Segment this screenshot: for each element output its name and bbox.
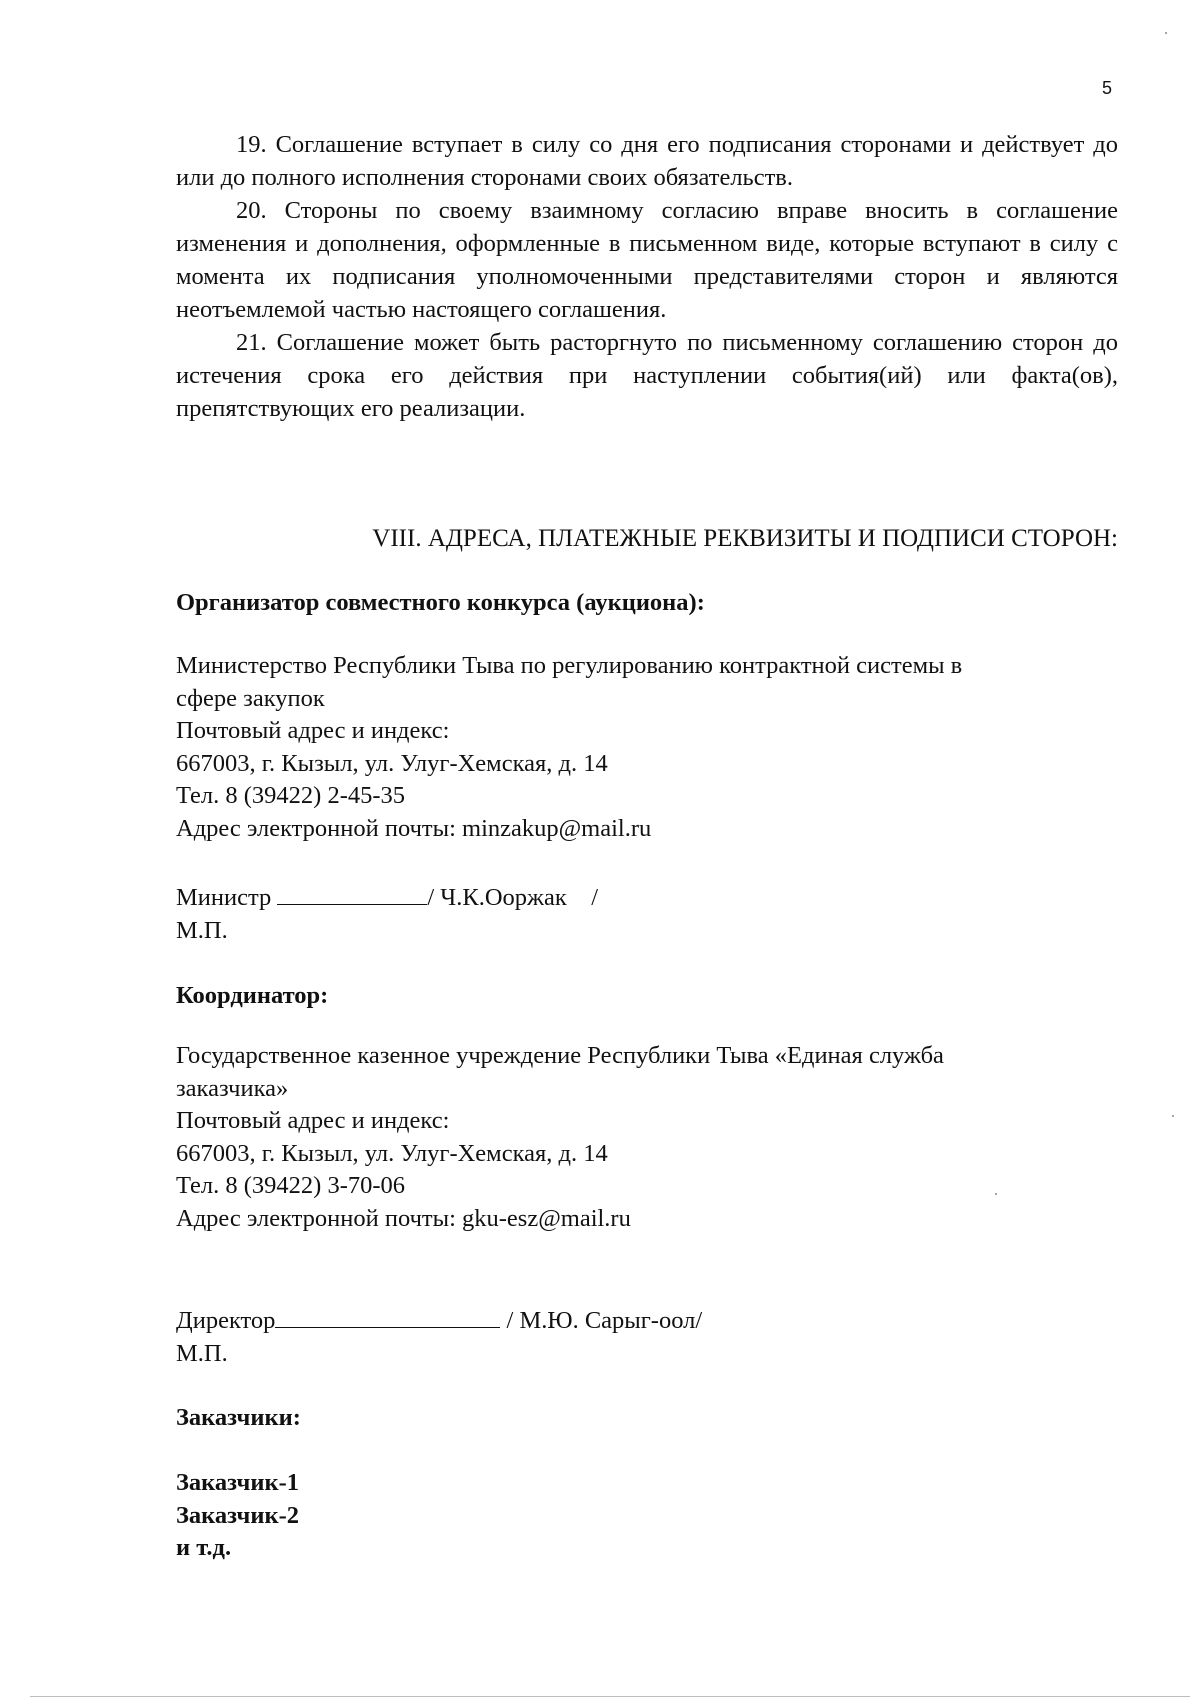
- coordinator-signer-name: / М.Ю. Сарыг-оол/: [506, 1307, 703, 1334]
- organizer-signer-title: Министр: [176, 884, 272, 911]
- coordinator-phone: Тел. 8 (39422) 3-70-06: [176, 1172, 406, 1199]
- scan-edge-line: [30, 1696, 1190, 1697]
- coordinator-email: Адрес электронной почты: gku-esz@mail.ru: [176, 1204, 631, 1232]
- section-title: VIII. АДРЕСА, ПЛАТЕЖНЫЕ РЕКВИЗИТЫ И ПОДПИСИ СТОРОН:: [372, 525, 1118, 552]
- clause-21: 21. Соглашение может быть расторгнуто по письменному соглашению сторон до истечения срока его действия при наступлении события(ий) или факта(ов), препятствующих его реализации.: [176, 329, 1118, 422]
- customers-heading-block: [176, 1402, 1136, 1435]
- customers-list: [176, 1467, 1136, 1565]
- coordinator-address: 667003, г. Кызыл, ул. Улуг-Хемская, д. 14: [176, 1139, 608, 1167]
- signature-blank: [277, 880, 427, 905]
- scan-speck: [1165, 32, 1167, 34]
- scan-speck: [1172, 1115, 1174, 1117]
- coordinator-postal-label: Почтовый адрес и индекс:: [176, 1107, 450, 1134]
- coordinator-sign-line: [176, 1303, 1136, 1338]
- coordinator-name-line2: заказчика»: [176, 1074, 289, 1102]
- clause-19: 19. Соглашение вступает в силу со дня его подписания сторонами и действует до или до полного исполнения сторонами своих обязательств.: [176, 131, 1118, 191]
- scan-speck: [995, 1193, 997, 1195]
- organizer-phone: Тел. 8 (39422) 2-45-35: [176, 782, 406, 809]
- customer-item-1: Заказчик-1: [176, 1469, 299, 1496]
- organizer-heading: Организатор совместного конкурса (аукциона):: [176, 589, 705, 616]
- coordinator-seal: М.П.: [176, 1339, 228, 1367]
- organizer-heading-block: [176, 587, 1136, 620]
- customer-item-etc: и т.д.: [176, 1534, 232, 1561]
- organizer-email: Адрес электронной почты: minzakup@mail.ru: [176, 814, 652, 842]
- customer-item-2: Заказчик-2: [176, 1501, 299, 1529]
- clause-20: 20. Стороны по своему взаимному согласию вправе вносить в соглашение изменения и дополнения, оформленные в письменном виде, которые вступают в силу с момента их подписания уполномоченными представителями сторон и являются неотъемлемой частью настоящего соглашения.: [176, 197, 1118, 323]
- organizer-details: [176, 650, 1136, 845]
- organizer-name-line1: Министерство Республики Тыва по регулированию контрактной системы в: [176, 652, 963, 679]
- organizer-seal: М.П.: [176, 916, 228, 944]
- clauses: [176, 128, 1118, 425]
- organizer-postal-label: Почтовый адрес и индекс:: [176, 717, 450, 744]
- coordinator-details: [176, 1040, 1136, 1235]
- organizer-signer-name: / Ч.К.Ооржак /: [427, 884, 599, 911]
- customers-heading: Заказчики:: [176, 1404, 301, 1431]
- coordinator-heading-block: [176, 980, 1136, 1013]
- organizer-sign-line: [176, 880, 1136, 915]
- organizer-address: 667003, г. Кызыл, ул. Улуг-Хемская, д. 14: [176, 749, 608, 777]
- organizer-signature: [176, 880, 1136, 947]
- coordinator-signer-title: Директор: [176, 1307, 276, 1334]
- coordinator-heading: Координатор:: [176, 982, 329, 1009]
- page-number: 5: [1101, 78, 1112, 98]
- coordinator-name-line1: Государственное казенное учреждение Республики Тыва «Единая служба: [176, 1042, 944, 1069]
- coordinator-signature: [176, 1303, 1136, 1370]
- signature-blank: [275, 1303, 500, 1328]
- organizer-name-line2: сфере закупок: [176, 684, 325, 712]
